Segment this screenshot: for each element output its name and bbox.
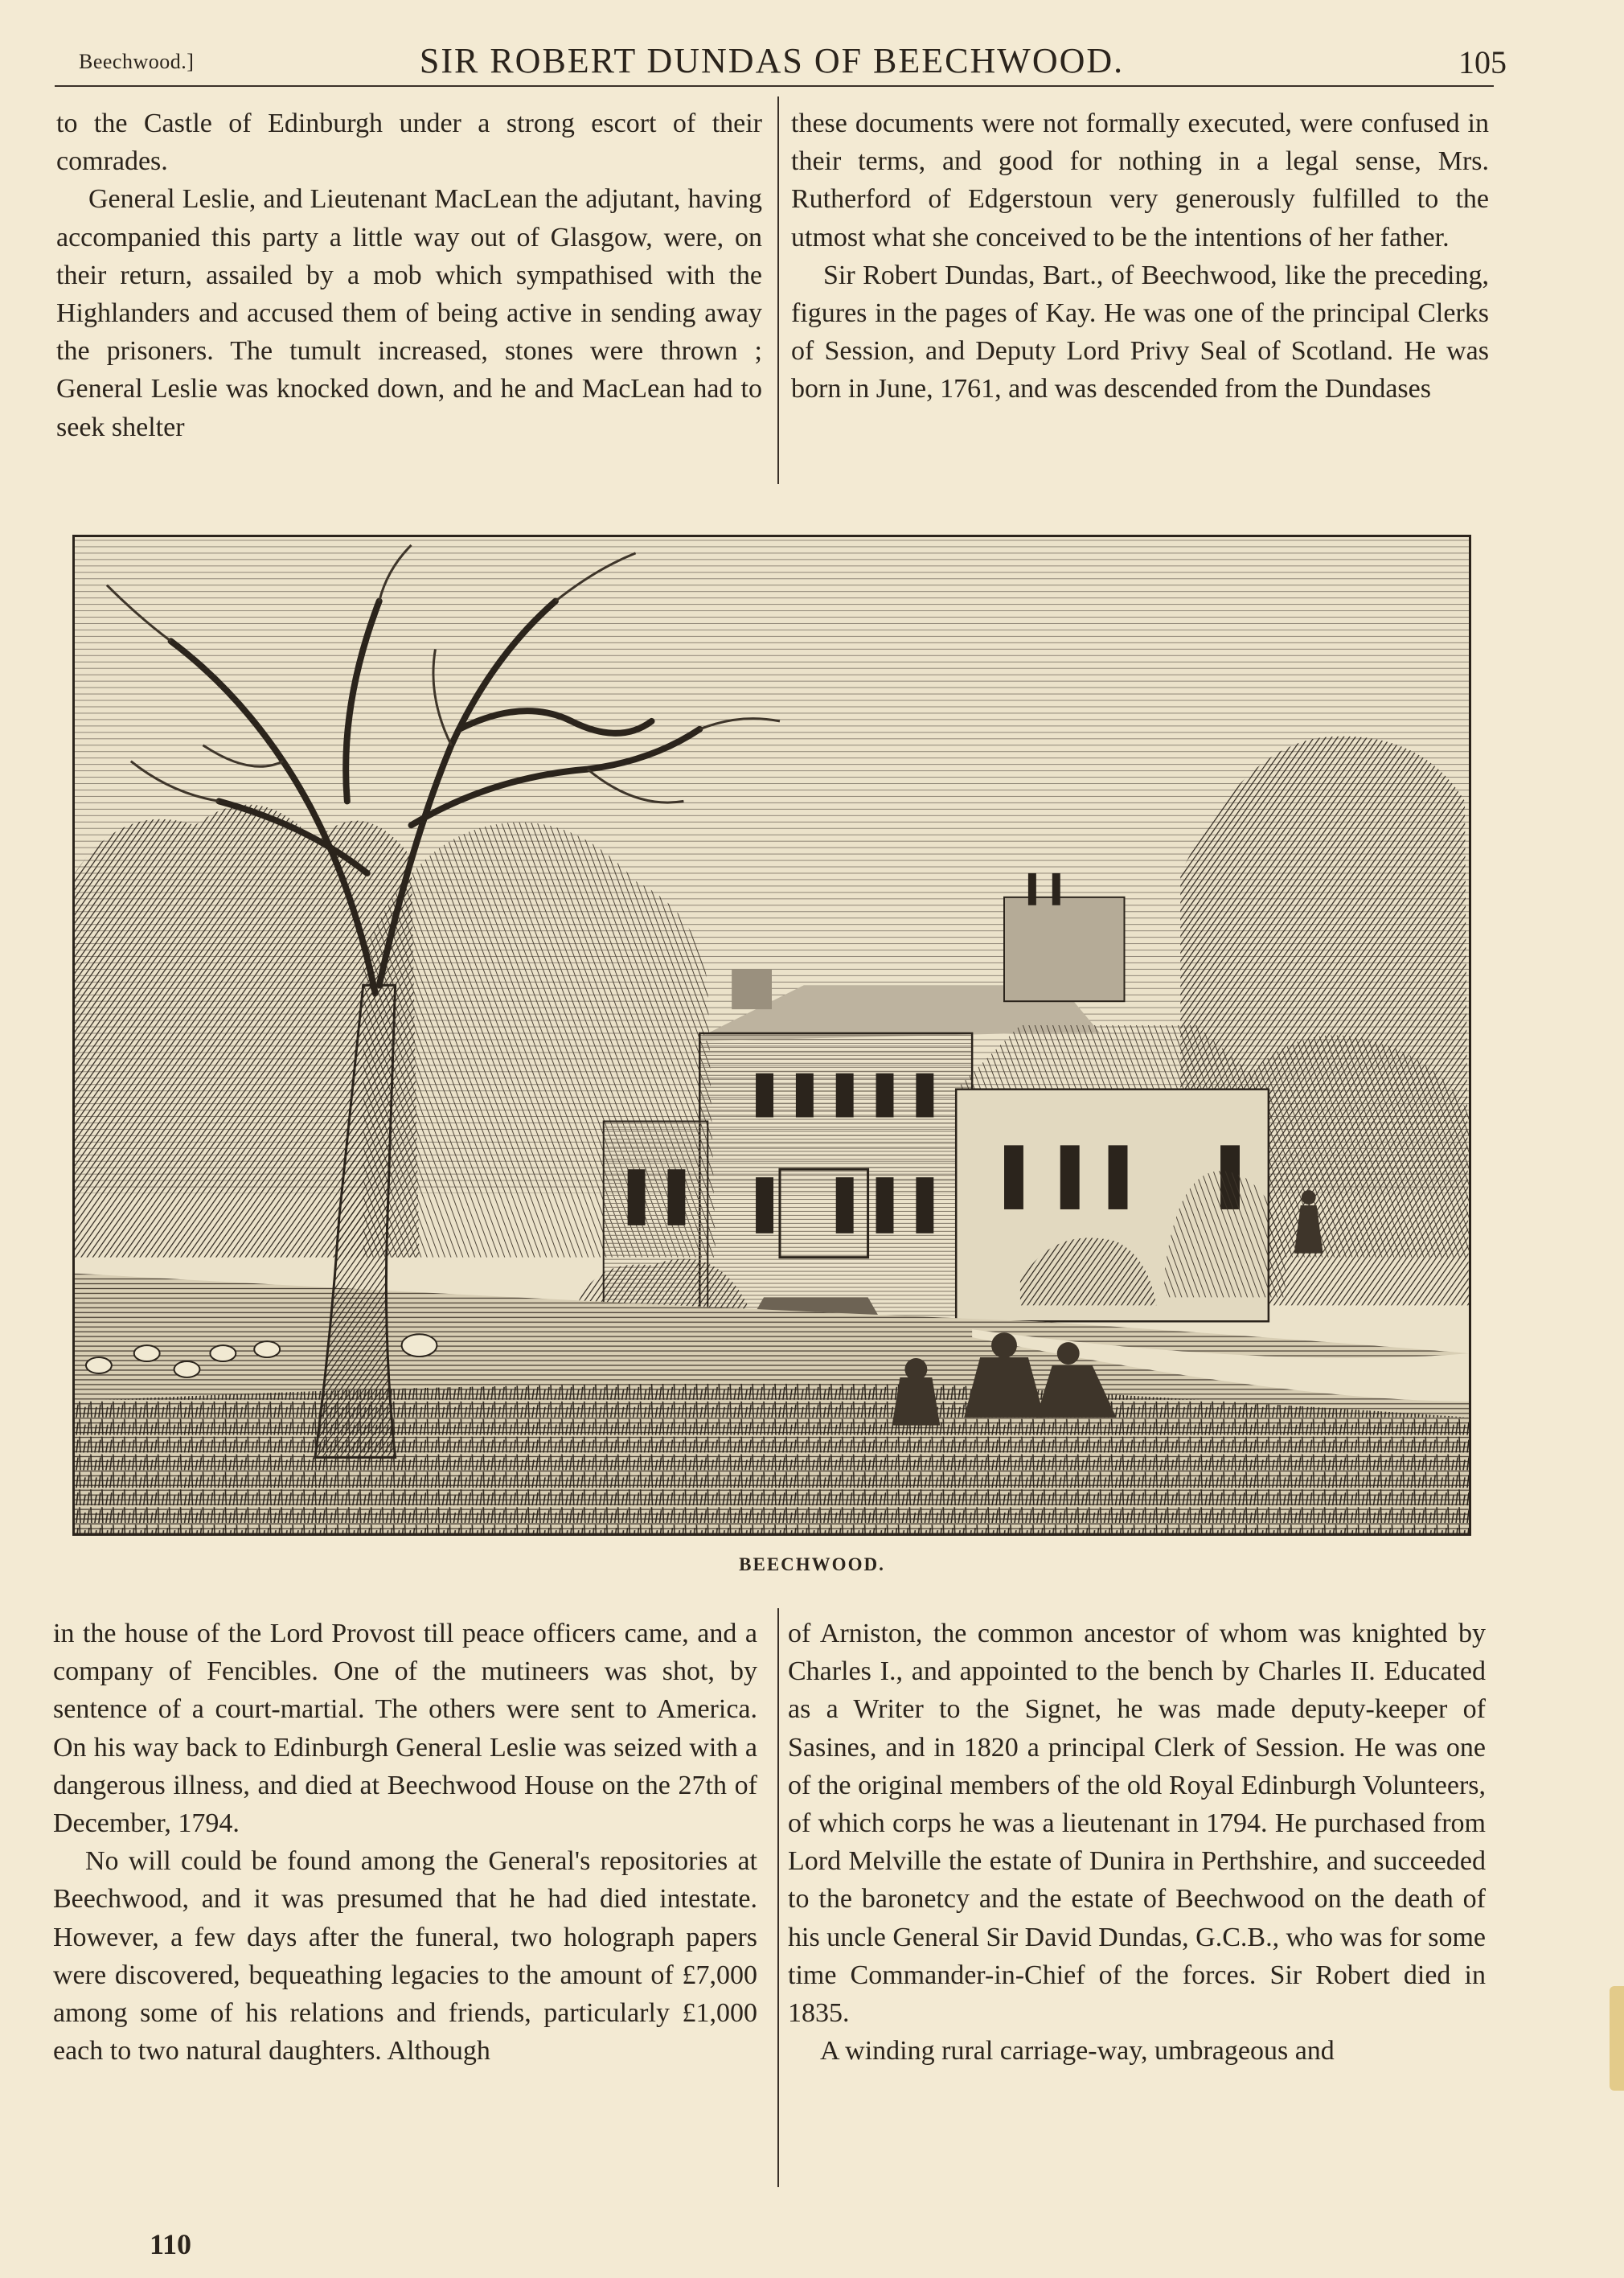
figure-caption: BEECHWOOD. — [739, 1554, 885, 1574]
page-edge-stain — [1610, 1986, 1624, 2091]
paragraph: General Leslie, and Lieutenant MacLean the adjutant, having accompanied this party a little way out of Glasgow, were, on their return, assailed by a mob which sympathised with the Highlanders and accused them of being active in sending away the prisoners. The tumult increased, stones were thrown ; General Leslie was knocked down, and he and MacLean had to seek shelter — [56, 184, 762, 442]
folio-number: 110 — [150, 2228, 192, 2260]
paragraph: No will could be found among the General's repositories at Beechwood, and it was presumed that he had died intestate. However, a few days after the funeral, two holograph papers were discovered, bequeathing legacies to the amount of £7,000 among some of his relations and friends, particularly £1,000 each to two natural daughters. Although — [53, 1846, 757, 2067]
beechwood-engraving — [72, 535, 1471, 1536]
page-title: SIR ROBERT DUNDAS OF BEECHWOOD. — [419, 41, 1125, 80]
paragraph: A winding rural carriage-way, umbrageous and — [820, 2036, 1335, 2067]
engraving-illustration — [75, 537, 1469, 1533]
page-number: 105 — [1458, 44, 1507, 80]
paragraph: to the Castle of Edinburgh under a strong escort of their comrades. — [56, 109, 762, 177]
running-head-left: Beechwood.] — [79, 50, 195, 73]
paragraph: Sir Robert Dundas, Bart., of Beechwood, like the preceding, figures in the pages of Kay. He was one of the principal Clerks of Session, and Deputy Lord Privy Seal of Scotland. He was born in June, 1761, and was descended from the Dundases — [791, 260, 1489, 404]
column-divider — [777, 96, 779, 484]
text-column-bottom-right — [788, 1615, 1486, 2070]
paragraph: these documents were not formally executed, were confused in their terms, and good for nothing in a legal sense, Mrs. Rutherford of Edgerstoun very generously fulfilled to the utmost what she conceived to be the intentions of her father. — [791, 109, 1489, 252]
paragraph: in the house of the Lord Provost till peace officers came, and a company of Fencibles. One of the mutineers was shot, by sentence of a court-martial. The others were sent to America. On his way back to Edinburgh General Leslie was seized with a dangerous illness, and died at Beechwood House on the 27th of December, 1794. — [53, 1619, 757, 1839]
page-header — [48, 41, 1507, 82]
paragraph: of Arniston, the common ancestor of whom was knighted by Charles I., and appointed to the bench by Charles II. Educated as a Writer to the Signet, he was made deputy-keeper of Sasines, and in 1820 a principal Clerk of Session. He was one of the original members of the old Royal Edinburgh Volunteers, of which corps he was a lieutenant in 1794. He purchased from Lord Melville the estate of Dunira in Perthshire, and succeeded to the baronetcy and the estate of Beechwood on the death of his uncle General Sir David Dundas, G.C.B., who was for some time Commander-in-Chief of the forces. Sir Robert died in 1835. — [788, 1619, 1486, 2029]
text-column-bottom-left — [53, 1615, 757, 2070]
text-column-top-right — [791, 105, 1489, 408]
text-column-top-left — [56, 105, 762, 446]
column-divider — [777, 1608, 779, 2187]
header-rule — [55, 85, 1494, 87]
